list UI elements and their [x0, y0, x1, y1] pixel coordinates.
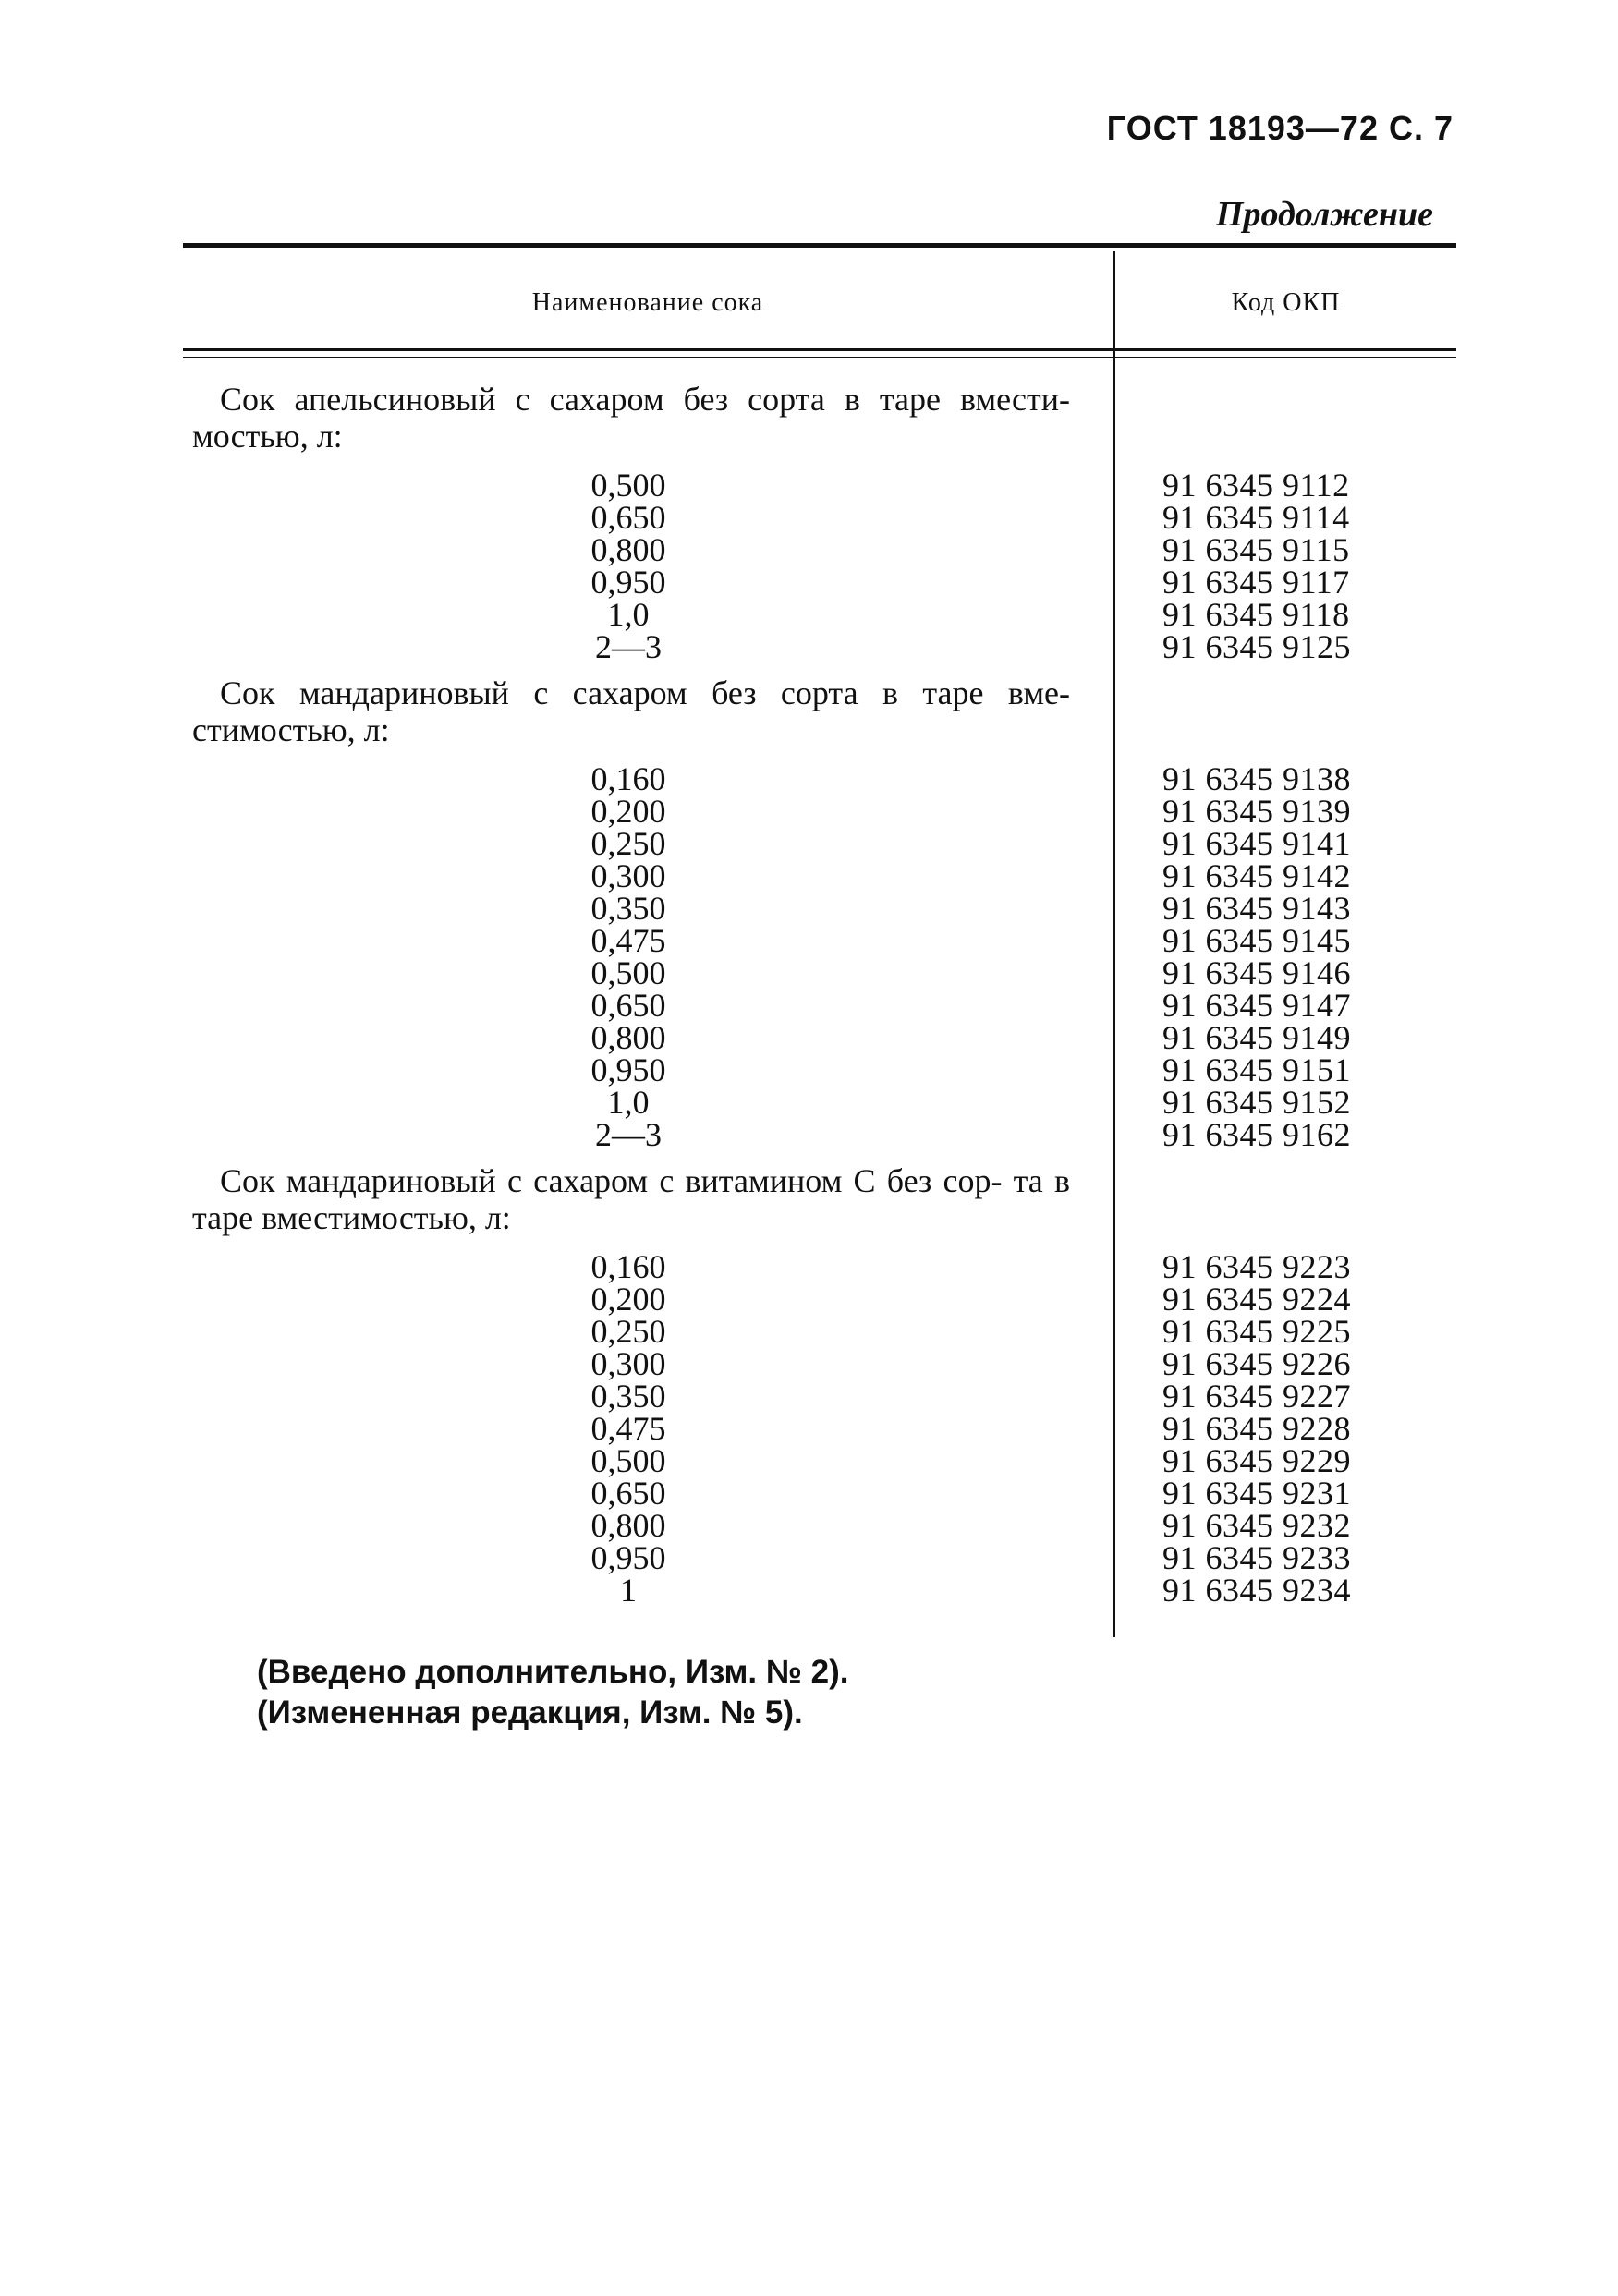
okp-code-cell: 91 6345 9143 [1162, 890, 1351, 927]
okp-code-cell: 91 6345 9151 [1162, 1051, 1351, 1088]
okp-code-cell: 91 6345 9141 [1162, 825, 1351, 862]
okp-code-cell: 91 6345 9146 [1162, 954, 1351, 991]
volume-cell: 0,250 [590, 825, 666, 862]
volume-cell: 1,0 [607, 596, 650, 633]
group-title: Сок апельсиновый с сахаром без сорта в таре вмести- мостью, л: [192, 381, 1070, 455]
volume-cell: 0,650 [590, 499, 666, 536]
okp-code-cell: 91 6345 9224 [1162, 1281, 1351, 1318]
volume-cell: 0,500 [590, 954, 666, 991]
volume-cell: 2—3 [595, 628, 662, 665]
continuation-label: Продолжение [1215, 195, 1433, 234]
group-title: Сок мандариновый с сахаром с витамином С без сор- та в таре вместимостью, л: [192, 1162, 1070, 1236]
volume-cell: 0,650 [590, 987, 666, 1024]
okp-code-cell: 91 6345 9232 [1162, 1507, 1351, 1544]
volume-cell: 0,650 [590, 1475, 666, 1512]
amendment-note-1: (Введено дополнительно, Изм. № 2). [257, 1654, 849, 1690]
header-rule-double [183, 357, 1456, 358]
volume-cell: 0,800 [590, 1507, 666, 1544]
volume-cell: 1,0 [607, 1084, 650, 1121]
column-header-name: Наименование сока [531, 288, 764, 317]
okp-code-cell: 91 6345 9125 [1162, 628, 1351, 665]
amendment-note-2: (Измененная редакция, Изм. № 5). [257, 1695, 803, 1731]
okp-code-cell: 91 6345 9233 [1162, 1539, 1351, 1576]
volume-cell: 0,475 [590, 1410, 666, 1447]
volume-cell: 0,160 [590, 760, 666, 797]
okp-code-cell: 91 6345 9229 [1162, 1442, 1351, 1479]
okp-code-cell: 91 6345 9234 [1162, 1572, 1351, 1609]
okp-code-cell: 91 6345 9142 [1162, 857, 1351, 894]
okp-code-cell: 91 6345 9118 [1162, 596, 1350, 633]
page-header: ГОСТ 18193—72 С. 7 [1106, 109, 1454, 147]
okp-code-cell: 91 6345 9115 [1162, 531, 1350, 568]
volume-cell: 0,950 [590, 1539, 666, 1576]
volume-cell: 0,800 [590, 1019, 666, 1056]
volume-cell: 0,200 [590, 1281, 666, 1318]
volume-cell: 0,350 [590, 1378, 666, 1415]
volume-cell: 2—3 [595, 1116, 662, 1153]
column-header-code: Код ОКП [1231, 288, 1341, 317]
okp-code-cell: 91 6345 9225 [1162, 1313, 1351, 1350]
okp-code-cell: 91 6345 9152 [1162, 1084, 1351, 1121]
okp-code-cell: 91 6345 9228 [1162, 1410, 1351, 1447]
volume-cell: 0,800 [590, 531, 666, 568]
volume-cell: 0,160 [590, 1248, 666, 1285]
volume-cell: 0,950 [590, 1051, 666, 1088]
okp-code-cell: 91 6345 9138 [1162, 760, 1351, 797]
okp-code-cell: 91 6345 9226 [1162, 1345, 1351, 1382]
volume-cell: 0,350 [590, 890, 666, 927]
okp-code-cell: 91 6345 9227 [1162, 1378, 1351, 1415]
okp-code-cell: 91 6345 9149 [1162, 1019, 1351, 1056]
volume-cell: 0,500 [590, 1442, 666, 1479]
okp-code-cell: 91 6345 9223 [1162, 1248, 1351, 1285]
volume-cell: 0,950 [590, 564, 666, 601]
table-column-divider [1113, 251, 1115, 1637]
volume-cell: 1 [620, 1572, 637, 1609]
volume-cell: 0,475 [590, 922, 666, 959]
okp-code-cell: 91 6345 9145 [1162, 922, 1351, 959]
volume-cell: 0,200 [590, 793, 666, 830]
table-top-rule [183, 243, 1456, 248]
okp-code-cell: 91 6345 9231 [1162, 1475, 1351, 1512]
group-title: Сок мандариновый с сахаром без сорта в таре вме- стимостью, л: [192, 674, 1070, 748]
okp-code-cell: 91 6345 9114 [1162, 499, 1350, 536]
header-rule [183, 348, 1456, 351]
volume-cell: 0,500 [590, 467, 666, 504]
okp-code-cell: 91 6345 9112 [1162, 467, 1350, 504]
okp-code-cell: 91 6345 9162 [1162, 1116, 1351, 1153]
okp-code-cell: 91 6345 9139 [1162, 793, 1351, 830]
volume-cell: 0,250 [590, 1313, 666, 1350]
volume-cell: 0,300 [590, 857, 666, 894]
okp-code-cell: 91 6345 9147 [1162, 987, 1351, 1024]
okp-code-cell: 91 6345 9117 [1162, 564, 1350, 601]
volume-cell: 0,300 [590, 1345, 666, 1382]
